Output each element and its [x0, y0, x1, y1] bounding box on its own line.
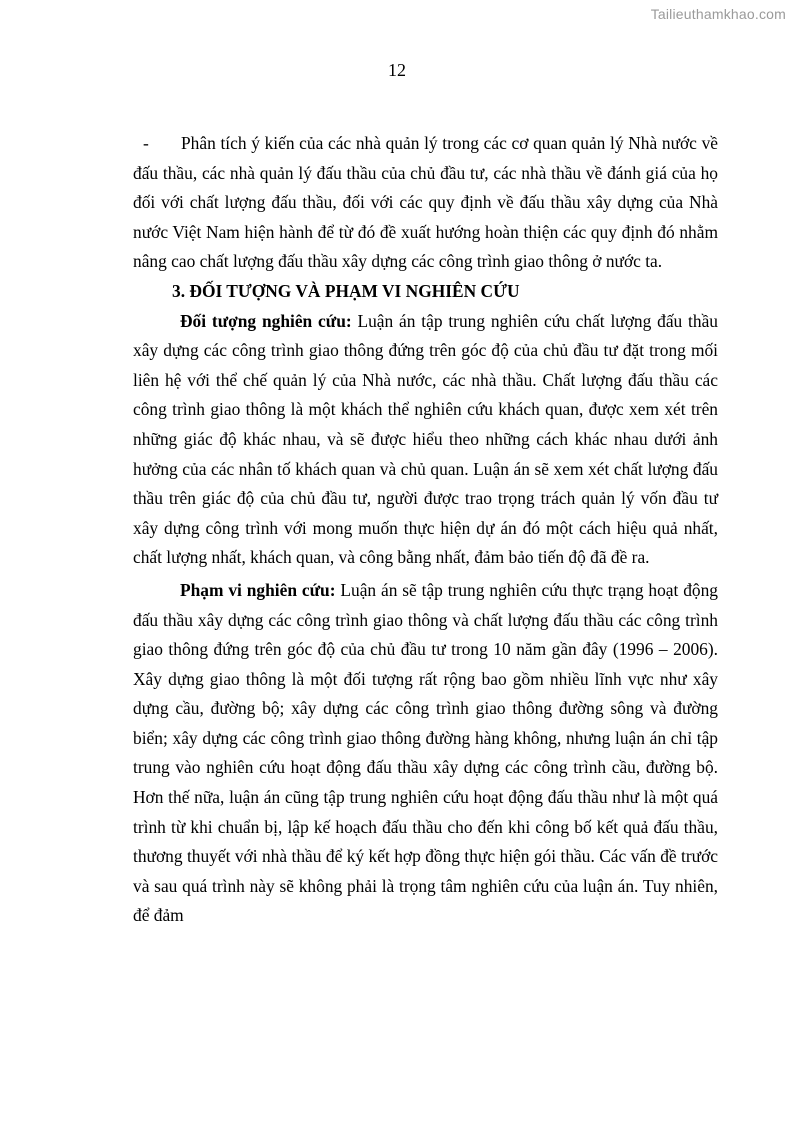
bullet-text: Phân tích ý kiến của các nhà quản lý trong các cơ quan quản lý Nhà nước về đấu thầu, các nhà quản lý đấu thầu của chủ đầu tư, các nhà thầu về đánh giá của họ đối với chất lượng đấu thầu, đối với các quy định về đấu thầu xây dựng của Nhà nước Việt Nam hiện hành để từ đó đề xuất hướng hoàn thiện các quy định đó nhằm nâng cao chất lượng đấu thầu xây dựng các công trình giao thông ở nước ta. [133, 133, 718, 272]
page-number: 12 [388, 60, 406, 80]
watermark: Tailieuthamkhao.com [650, 6, 786, 22]
object-paragraph [133, 307, 718, 573]
bullet-item [133, 129, 718, 277]
bullet-dash: - [143, 133, 149, 153]
object-text: Luận án tập trung nghiên cứu chất lượng đấu thầu xây dựng các công trình giao thông đứng trên góc độ của chủ đầu tư đặt trong mối liên hệ với thể chế quản lý của Nhà nước, các nhà thầu. Chất lượng đấu thầu các công trình giao thông là một khách thể nghiên cứu khách quan, được xem xét trên những giác độ khác nhau, và sẽ được hiểu theo những cách khác nhau dưới ảnh hưởng của các nhân tố khách quan và chủ quan. Luận án sẽ xem xét chất lượng đấu thầu trên giác độ của chủ đầu tư, người được trao trọng trách quản lý vốn đầu tư xây dựng công trình với mong muốn thực hiện dự án đó một cách hiệu quả nhất, chất lượng nhất, khách quan, và công bằng nhất, đảm bảo tiến độ đã đề ra. [133, 310, 719, 568]
scope-lead: Phạm vi nghiên cứu: [180, 579, 336, 600]
object-lead: Đối tượng nghiên cứu: [180, 310, 352, 331]
section-heading: 3. ĐỐI TƯỢNG VÀ PHẠM VI NGHIÊN CỨU [172, 280, 520, 301]
document-body [133, 129, 718, 931]
scope-paragraph [133, 576, 718, 931]
scope-text: Luận án sẽ tập trung nghiên cứu thực trạng hoạt động đấu thầu xây dựng các công trình giao thông và chất lượng đấu thầu các công trình giao thông đứng trên góc độ của chủ đầu tư trong 10 năm gần đây (1996 – 2006). Xây dựng giao thông là một đối tượng rất rộng bao gồm nhiều lĩnh vực như xây dựng cầu, đường bộ; xây dựng các công trình giao thông đường sông và đường biển; xây dựng các công trình giao thông đường hàng không, nhưng luận án chỉ tập trung vào nghiên cứu hoạt động đấu thầu xây dựng các công trình cầu, đường bộ. Hơn thế nữa, luận án cũng tập trung nghiên cứu hoạt động đấu thầu như là một quá trình từ khi chuẩn bị, lập kế hoạch đấu thầu cho đến khi công bố kết quả đấu thầu, thương thuyết với nhà thầu để ký kết hợp đồng thực hiện gói thầu. Các vấn đề trước và sau quá trình này sẽ không phải là trọng tâm nghiên cứu của luận án. Tuy nhiên, để đảm [133, 579, 718, 926]
